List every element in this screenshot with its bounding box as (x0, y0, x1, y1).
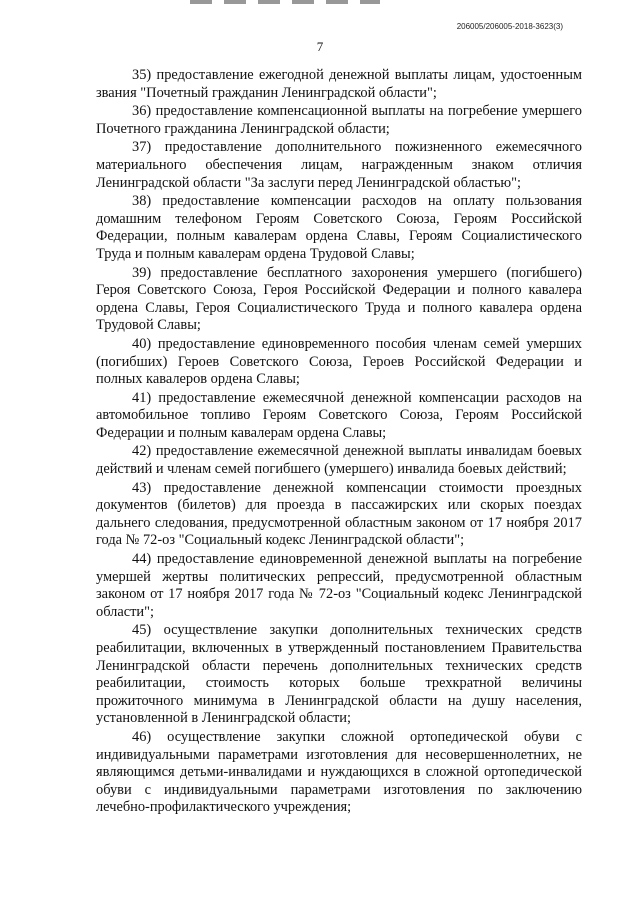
list-item: 42) предоставление ежемесячной денежной выплаты инвалидам боевых действий и членам семей погибшего (умершего) инвалида боевых действий; (96, 443, 582, 478)
list-item: 35) предоставление ежегодной денежной выплаты лицам, удостоенным звания "Почетный гражданин Ленинградской области"; (96, 67, 582, 101)
list-item: 46) осуществление закупки сложной ортопедической обуви с индивидуальными параметрами изготовления для несовершеннолетних, не являющимся детьми-инвалидами и нуждающихся в сложной ортопедической обуви с индивидуальными параметрами изготовления по заключению лечебно-профилактического учреждения; (96, 728, 582, 816)
list-item: 44) предоставление единовременной денежной выплаты на погребение умершей жертвы политических репрессий, предусмотренной областным законом от 17 ноября 2017 года № 72-оз "Социальный кодекс Ленинградской области"; (96, 551, 582, 620)
list-item: 45) осуществление закупки дополнительных технических средств реабилитации, включенных в утвержденный постановлением Правительства Ленинградской области перечень дополнительных технических средств реабилитации, стоимость которых больше трехкратной величины прожиточного минимума в Ленинградской области на душу населения, установленной в Ленинградской области; (96, 622, 582, 727)
list-item: 41) предоставление ежемесячной денежной компенсации расходов на автомобильное топливо Героям Советского Союза, Героям Российской Федерации и полным кавалерам ордена Славы; (96, 389, 582, 441)
scan-artifact (190, 0, 380, 4)
list-item: 43) предоставление денежной компенсации стоимости проездных документов (билетов) для проезда в пассажирских или скорых поездах дальнего следования, предусмотренной областным законом от 17 ноября 2017 года № 72-оз "Социальный кодекс Ленинградской области"; (96, 479, 582, 549)
list-item: 36) предоставление компенсационной выплаты на погребение умершего Почетного гражданина Ленинградской области; (96, 103, 582, 137)
document-id: 206005/206005-2018-3623(3) (456, 22, 563, 31)
list-item: 40) предоставление единовременного пособия членам семей умерших (погибших) Героев Советского Союза, Героев Российской Федерации и полных кавалеров ордена Славы; (96, 335, 582, 388)
list-item: 37) предоставление дополнительного пожизненного ежемесячного материального обеспечения лицам, награжденным знаком отличия Ленинградской области "За заслуги перед Ленинградской областью"; (96, 139, 582, 191)
page-number: 7 (316, 39, 324, 54)
list-item: 39) предоставление бесплатного захоронения умершего (погибшего) Героя Советского Союза, Героя Российской Федерации и полного кавалера ордена Славы, Героя Социалистического Труда и полного кавалера ордена Трудовой Славы; (96, 264, 582, 334)
document-body (96, 67, 582, 818)
list-item: 38) предоставление компенсации расходов на оплату пользования домашним телефоном Героям Советского Союза, Героям Российской Федерации, полным кавалерам ордена Славы, Героям Социалистического Труда и полным кавалерам ордена Трудовой Славы; (96, 193, 582, 262)
